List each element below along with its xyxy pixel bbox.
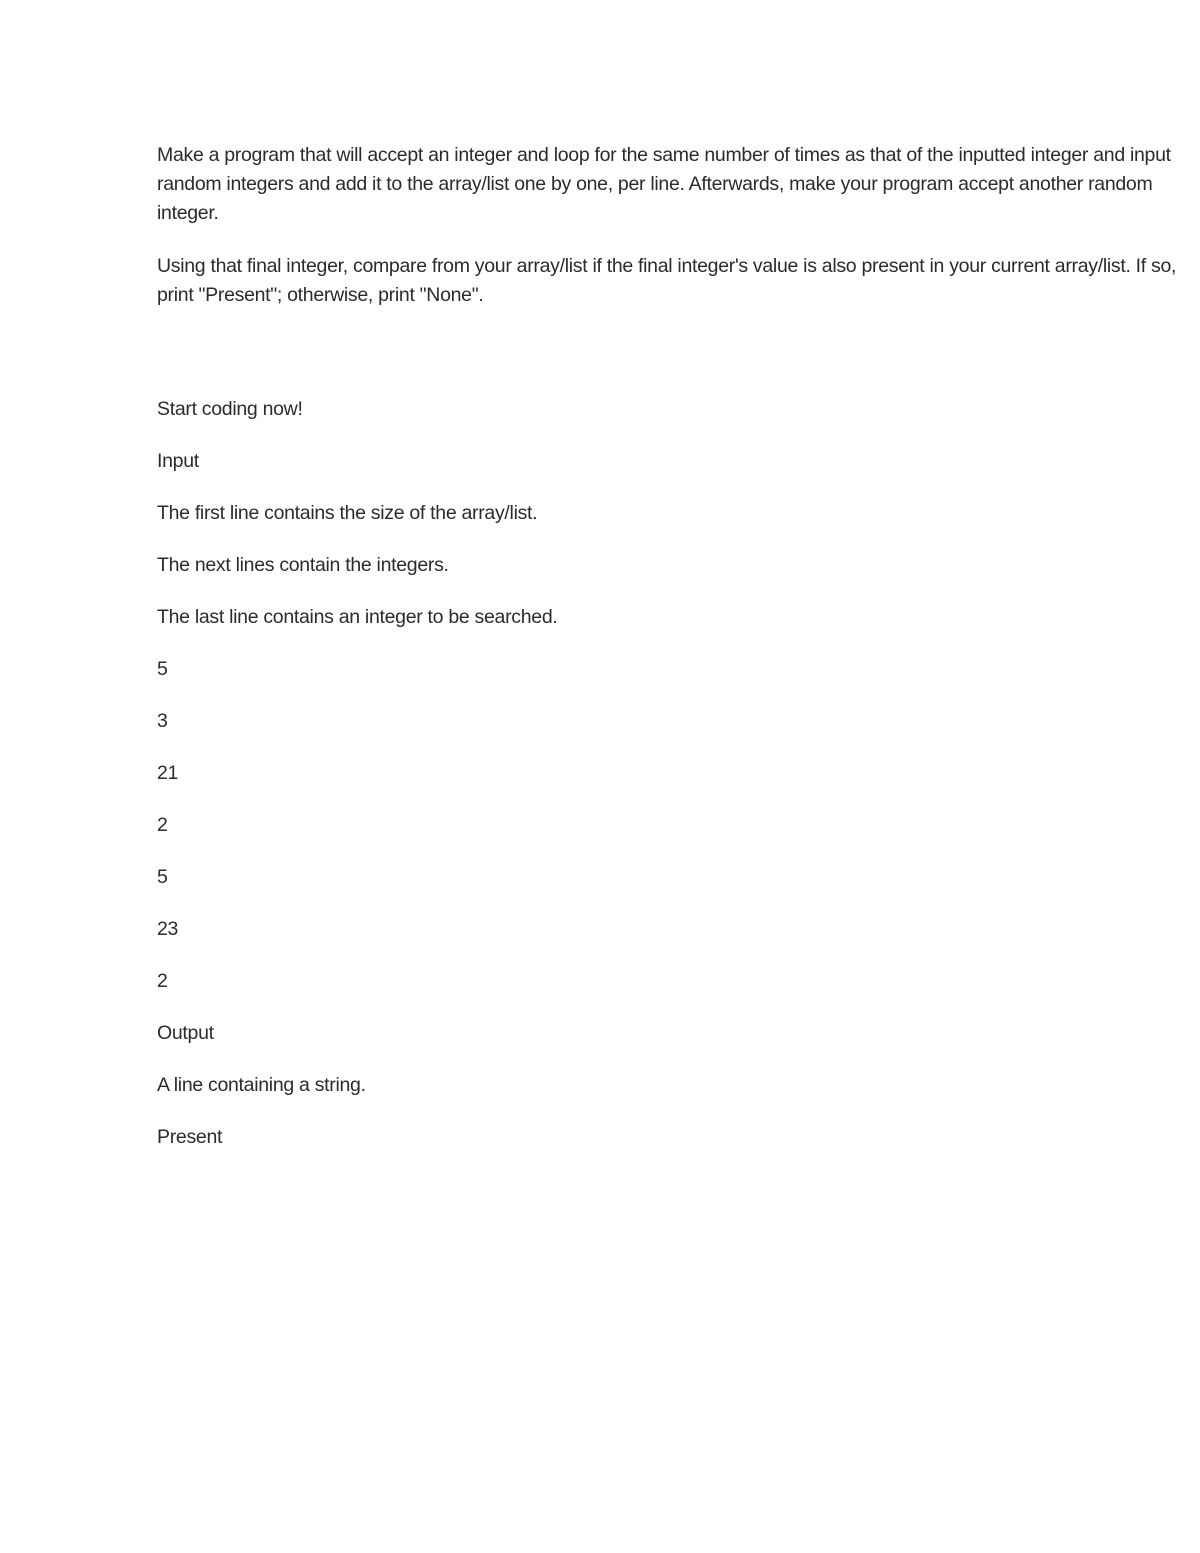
problem-document <box>157 141 1192 1175</box>
input-description-line: The last line contains an integer to be searched. <box>157 606 558 628</box>
sample-input-line: 2 <box>157 970 168 992</box>
sample-input-line: 23 <box>157 918 179 940</box>
description-paragraph-1: Make a program that will accept an integer and loop for the same number of times as that of the inputted integer and input random integers and add it to the array/list one by one, per line. Afterwards, make your program accept another random integer. <box>157 144 1171 224</box>
sample-input-line: 21 <box>157 762 179 784</box>
start-coding-prompt: Start coding now! <box>157 398 303 420</box>
input-heading: Input <box>157 450 199 472</box>
input-description-line: The next lines contain the integers. <box>157 554 449 576</box>
sample-input-line: 2 <box>157 814 168 836</box>
description-paragraph-2: Using that final integer, compare from your array/list if the final integer's value is also present in your current array/list. If so, print "Present"; otherwise, print "None". <box>157 255 1177 306</box>
sample-input-line: 3 <box>157 710 168 732</box>
sample-output: Present <box>157 1126 223 1148</box>
sample-input-line: 5 <box>157 658 168 680</box>
sample-input-line: 5 <box>157 866 168 888</box>
input-description-line: The first line contains the size of the array/list. <box>157 502 538 524</box>
output-description: A line containing a string. <box>157 1074 366 1096</box>
output-heading: Output <box>157 1022 214 1044</box>
